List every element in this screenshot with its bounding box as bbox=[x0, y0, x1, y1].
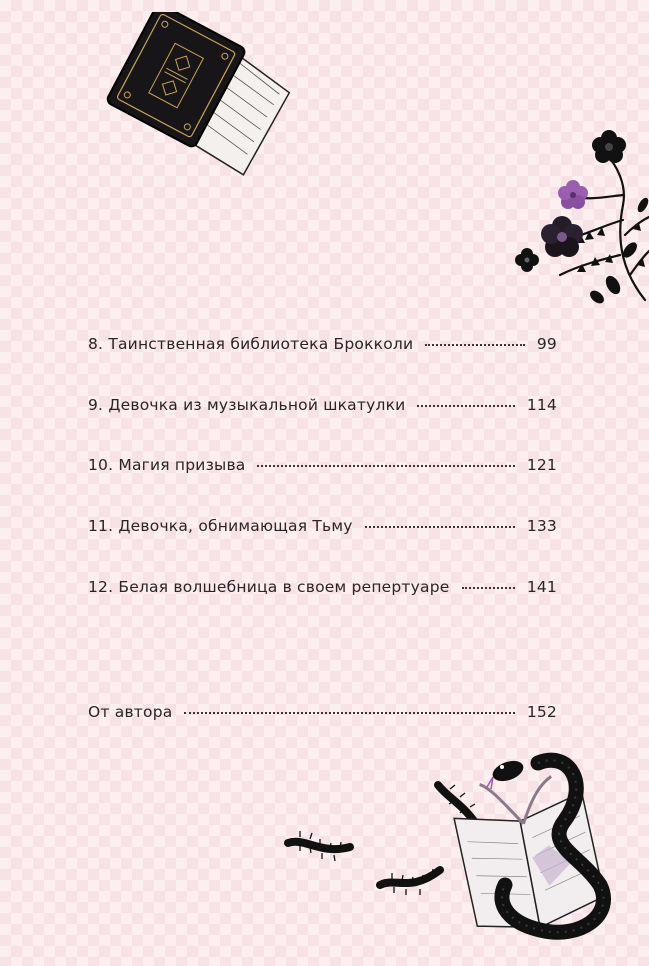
toc-entry-page: 133 bbox=[526, 517, 557, 535]
dot-leader bbox=[365, 525, 515, 528]
toc-entry-page: 121 bbox=[526, 456, 557, 474]
snake-book-icon bbox=[280, 745, 620, 945]
toc-entry-10[interactable] bbox=[88, 456, 557, 480]
dot-leader bbox=[425, 343, 525, 346]
dot-leader bbox=[462, 586, 515, 589]
toc-entry-author[interactable] bbox=[88, 703, 557, 727]
toc-entry-8[interactable] bbox=[88, 335, 557, 359]
toc-entry-title: 11. Девочка, обнимающая Тьму bbox=[88, 517, 353, 535]
dot-leader bbox=[184, 711, 514, 714]
toc-entry-page: 114 bbox=[526, 396, 557, 414]
flowers-icon bbox=[505, 125, 649, 310]
book-illustration-icon bbox=[100, 12, 295, 177]
toc-entry-9[interactable] bbox=[88, 396, 557, 420]
dot-leader bbox=[417, 404, 514, 407]
toc-entry-page: 141 bbox=[526, 578, 557, 596]
toc-entry-title: 9. Девочка из музыкальной шкатулки bbox=[88, 396, 406, 414]
toc-entry-title: 10. Магия призыва bbox=[88, 456, 246, 474]
toc-entry-title: 8. Таинственная библиотека Брокколи bbox=[88, 335, 414, 353]
toc-entry-11[interactable] bbox=[88, 517, 557, 541]
toc-entry-page: 99 bbox=[536, 335, 557, 353]
toc-entry-title: От автора bbox=[88, 703, 173, 721]
dot-leader bbox=[257, 464, 514, 467]
toc-entry-12[interactable] bbox=[88, 578, 557, 602]
toc-entry-page: 152 bbox=[526, 703, 557, 721]
toc-entry-title: 12. Белая волшебница в своем репертуаре bbox=[88, 578, 450, 596]
